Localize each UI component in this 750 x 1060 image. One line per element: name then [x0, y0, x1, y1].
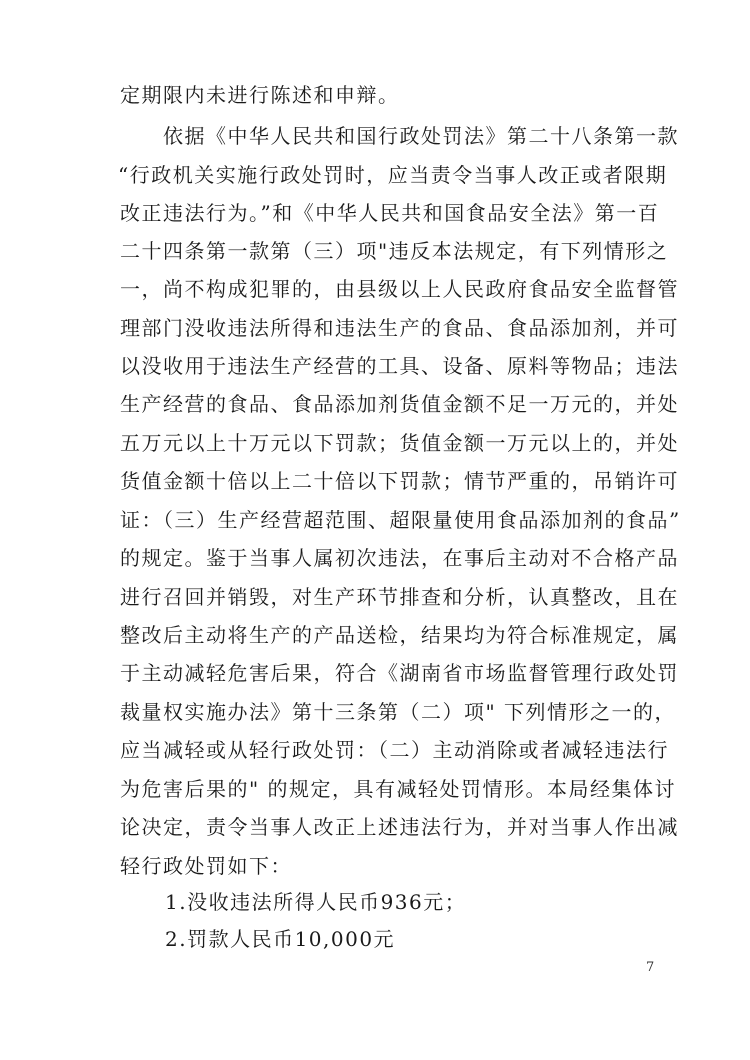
text-line: 应当减轻或从轻行政处罚：（二）主动消除或者减轻违法行	[120, 738, 669, 762]
text-line: 以没收用于违法生产经营的工具、设备、原料等物品；违法	[120, 354, 679, 378]
text-line: “行政机关实施行政处罚时，应当责令当事人改正或者限期	[118, 163, 668, 187]
text-line: 进行召回并销毁，对生产环节排查和分析，认真整改，且在	[120, 585, 679, 609]
text-line: 改正违法行为。”和《中华人民共和国食品安全法》第一百	[120, 201, 660, 225]
text-line: 五万元以上十万元以下罚款；货值金额一万元以上的，并处	[120, 431, 679, 455]
text-line: 论决定，责令当事人改正上述违法行为，并对当事人作出减	[120, 815, 679, 839]
text-line: 于主动减轻危害后果，符合《湖南省市场监督管理行政处罚	[120, 661, 679, 685]
text-line: 二十四条第一款第（三）项"违反本法规定，有下列情形之	[120, 239, 669, 263]
list-item: 1.没收违法所得人民币936元；	[165, 890, 467, 914]
text-line: 依据《中华人民共和国行政处罚法》第二十八条第一款	[163, 124, 679, 148]
text-line: 定期限内未进行陈述和申辩。	[120, 83, 400, 107]
text-line: 整改后主动将生产的产品送检，结果均为符合标准规定，属	[120, 623, 679, 647]
text-line: 生产经营的食品、食品添加剂货值金额不足一万元的，并处	[120, 392, 679, 416]
list-item: 2.罚款人民币10,000元	[165, 927, 396, 951]
text-line: 一，尚不构成犯罪的，由县级以上人民政府食品安全监督管	[120, 277, 679, 301]
text-line: 为危害后果的" 的规定，具有减轻处罚情形。本局经集体讨	[120, 777, 677, 801]
text-line: 的规定。鉴于当事人属初次违法，在事后主动对不合格产品	[120, 546, 679, 570]
text-line: 货值金额十倍以上二十倍以下罚款；情节严重的，吊销许可	[120, 469, 679, 493]
text-line: 理部门没收违法所得和违法生产的食品、食品添加剂，并可	[120, 316, 679, 340]
text-line: 裁量权实施办法》第十三条第（二）项" 下列情形之一的，	[120, 700, 677, 724]
text-line: 轻行政处罚如下：	[120, 854, 292, 878]
page-number: 7	[646, 960, 655, 975]
text-line: 证：（三）生产经营超范围、超限量使用食品添加剂的食品”	[120, 508, 681, 532]
